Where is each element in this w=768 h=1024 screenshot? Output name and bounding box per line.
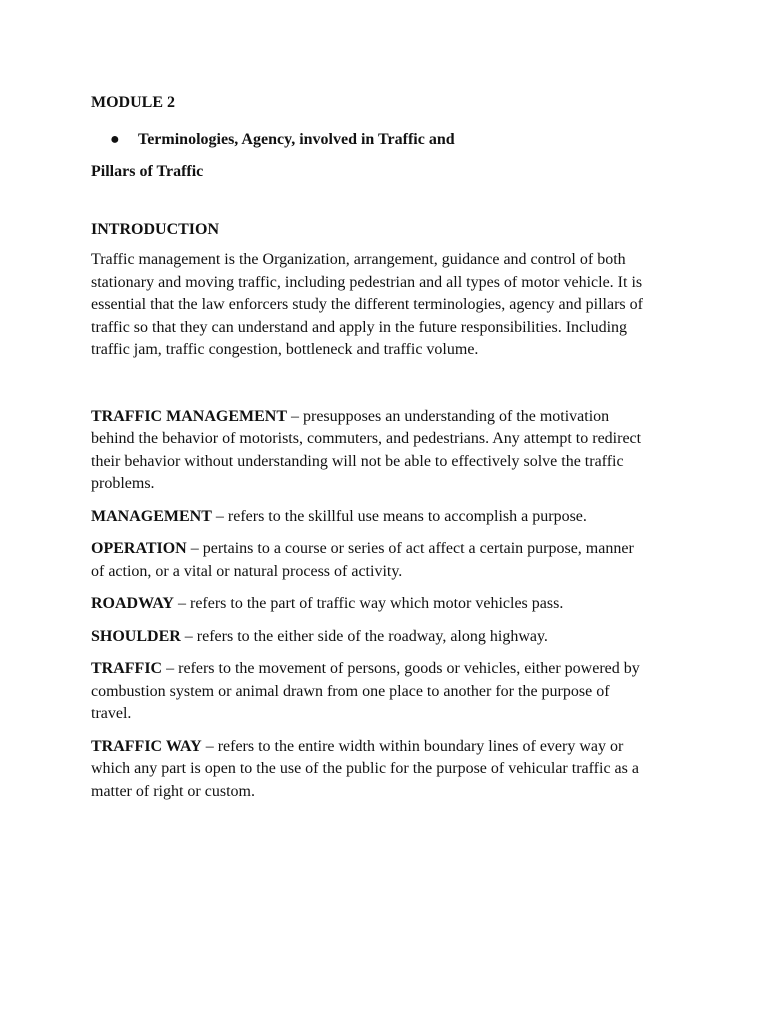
definition-item: [91, 626, 651, 649]
definition-item: [91, 506, 651, 529]
definition-term: OPERATION: [91, 540, 187, 557]
definition-text: – refers to the skillful use means to accomplish a purpose.: [211, 507, 587, 525]
definition-item: [91, 658, 651, 726]
module-title: MODULE 2: [91, 94, 175, 111]
bullet-item: [91, 129, 651, 152]
definition-term: MANAGEMENT: [91, 507, 212, 525]
definition-item: [91, 538, 651, 583]
definition-term: TRAFFIC: [91, 660, 163, 677]
definition-text: – pertains to a course or series of act affect a certain purpose, manner of action, or a vital or natural process of activity.: [91, 540, 634, 580]
definition-item: [91, 736, 651, 804]
intro-paragraph: Traffic management is the Organization, arrangement, guidance and control of both stationary and moving traffic, including pedestrian and all types of motor vehicle. It is essential that the law enforcers study the different terminologies, agency and pillars of traffic so that they can understand and apply in the future responsibilities. Including traffic jam, traffic congestion, bottleneck and traffic volume.: [91, 251, 643, 358]
bullet-text: Terminologies, Agency, involved in Traffic and: [138, 130, 455, 148]
bullet-dot-icon: ●: [110, 130, 120, 148]
definition-item: [91, 406, 651, 496]
definition-item: [91, 593, 651, 616]
definition-text: – refers to the movement of persons, goods or vehicles, either powered by combustion system or animal drawn from one place to another for the purpose of travel.: [91, 660, 640, 722]
definition-term: SHOULDER: [91, 627, 181, 645]
definition-text: – refers to the part of traffic way which motor vehicles pass.: [173, 595, 564, 612]
module-subtitle: Pillars of Traffic: [91, 163, 204, 180]
document-page: [91, 92, 651, 813]
intro-heading: INTRODUCTION: [91, 220, 220, 238]
definitions-list: [91, 406, 651, 804]
definition-text: – refers to the either side of the roadway, along highway.: [180, 627, 548, 645]
definition-term: ROADWAY: [91, 595, 174, 612]
definition-term: TRAFFIC MANAGEMENT: [91, 407, 287, 425]
definition-term: TRAFFIC WAY: [91, 737, 202, 755]
definition-text: – refers to the entire width within boundary lines of every way or which any part is open to the use of the public for the purpose of vehicular traffic as a matter of right or custom.: [91, 737, 639, 800]
definition-text: – presupposes an understanding of the motivation behind the behavior of motorists, commuters, and pedestrians. Any attempt to redirect their behavior without understanding will not be able to effectively solve the traffic problems.: [91, 407, 642, 492]
